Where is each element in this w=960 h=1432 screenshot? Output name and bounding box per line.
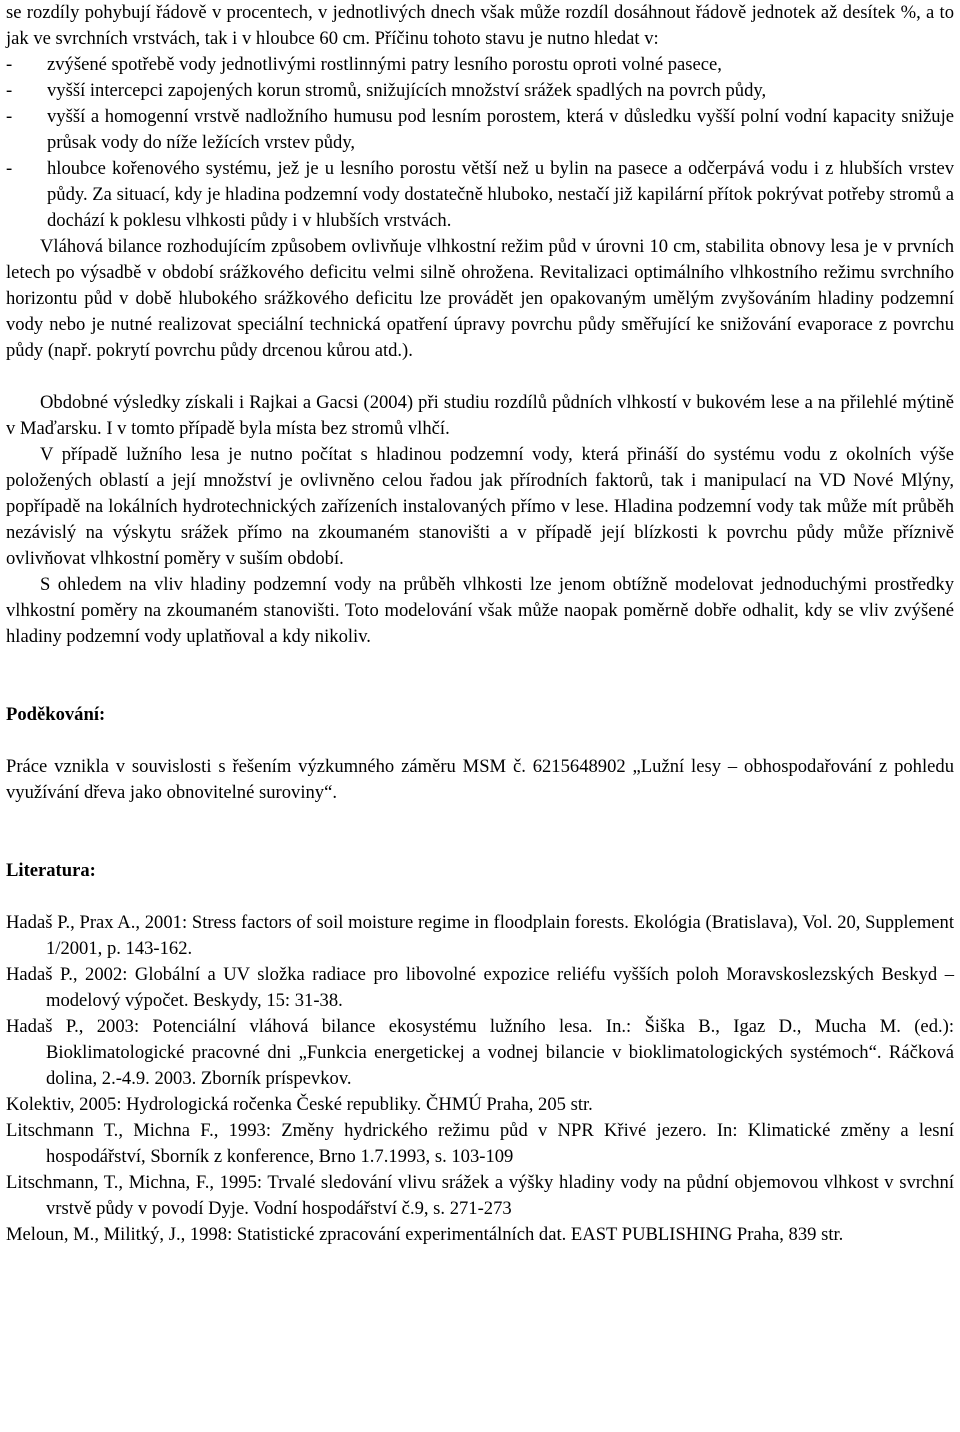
cause-list-item [6, 104, 954, 156]
list-item-text: zvýšené spotřebě vody jednotlivými rostlinnými patry lesního porostu oproti volné pasece, [47, 54, 722, 75]
section-gap [6, 650, 954, 702]
list-dash: - [6, 54, 13, 75]
list-item-text: hloubce kořenového systému, jež je u lesního porostu větší než u bylin na pasece a odčerpává vodu i z hlubších vrstev půdy. Za situací, kdy je hladina podzemní vody dostatečně hluboko, nestačí již kapilární přítok pokrývat potřeby stromů a dochází k poklesu vlhkosti půdy i v hlubších vrstvách. [47, 158, 954, 231]
paragraph-floodplain-forest: V případě lužního lesa je nutno počítat s hladinou podzemní vody, která přináší do systému vodu z okolních výše položených oblastí a její množství je ovlivněno celou řadou jak přírodních faktorů, tak i manipulací na VD Nové Mlýny, popřípadě na lokálních hydrotechnických zařízeních instalovaných přímo v lese. Hladina podzemní vody tak může mít průběh nezávislý na výskytu srážek přímo na zkoumaném stanovišti a v případě její blízkosti k povrchu půdy může příznivě ovlivňovat vlhkostní poměry v suším období. [6, 444, 954, 569]
paragraph-water-balance: Vláhová bilance rozhodujícím způsobem ovlivňuje vlhkostní režim půd v úrovni 10 cm, stabilita obnovy lesa je v prvních letech po výsadbě v období srážkového deficitu velmi silně ohrožena. Revitalizaci optimálního vlhkostního režimu svrchního horizontu půd v době hlubokého srážkového deficitu lze provádět jen opakovaným umělým zvyšováním hladiny podzemní vody nebo je nutné realizovat speciální technická opatření úpravy povrchu půdy směřující ke snižování evaporace z povrchu půdy (např. pokrytí povrchu půdy drcenou kůrou atd.). [6, 236, 954, 361]
list-dash: - [6, 106, 13, 127]
list-dash: - [6, 158, 13, 179]
reference-item: Hadaš P., 2002: Globální a UV složka radiace pro libovolné expozice reliéfu vyšších poloh Moravskoslezských Beskyd – modelový výpočet. Beskydy, 15: 31-38. [6, 964, 954, 1011]
reference-item: Litschmann T., Michna F., 1993: Změny hydrického režimu půd v NPR Křivé jezero. In: Klimatické změny a lesní hospodářství, Sborník z konference, Brno 1.7.1993, s. 103-109 [6, 1120, 954, 1167]
paragraph-similar-results: Obdobné výsledky získali i Rajkai a Gacsi (2004) při studiu rozdílů půdních vlhkostí v bukovém lese a na přilehlé mýtině v Maďarsku. I v tomto případě byla místa bez stromů vlhčí. [6, 392, 954, 439]
document-page [6, 0, 954, 1248]
list-item-text: vyšší intercepci zapojených korun stromů, snižujících množství srážek spadlých na povrch půdy, [47, 80, 767, 101]
heading-gap [6, 884, 954, 910]
reference-item: Hadaš P., 2003: Potenciální vláhová bilance ekosystému lužního lesa. In.: Šiška B., Igaz D., Mucha M. (ed.): Bioklimatologické pracovné dni „Funkcia energetickej a vodnej bilancie v bioklimatologických systémoch“. Ráčková dolina, 2.-4.9. 2003. Zborník príspevkov. [6, 1016, 954, 1089]
paragraph-intro: se rozdíly pohybují řádově v procentech, v jednotlivých dnech však může rozdíl dosáhnout řádově jednotek až desítek %, a to jak ve svrchních vrstvách, tak i v hloubce 60 cm. Příčinu tohoto stavu je nutno hledat v: [6, 2, 954, 49]
literature-heading: Literatura: [6, 860, 96, 881]
reference-item: Meloun, M., Militký, J., 1998: Statistické zpracování experimentálních dat. EAST PUBLISHING Praha, 839 str. [6, 1224, 844, 1245]
reference-item: Litschmann, T., Michna, F., 1995: Trvalé sledování vlivu srážek a výšky hladiny vody na půdní objemovou vlhkost v svrchní vrstvě půdy v povodí Dyje. Vodní hospodářství č.9, s. 271-273 [6, 1172, 954, 1219]
acknowledgement-text: Práce vznikla v souvislosti s řešením výzkumného záměru MSM č. 6215648902 „Lužní lesy – obhospodařování z pohledu využívání dřeva jako obnovitelné suroviny“. [6, 756, 954, 803]
list-dash: - [6, 80, 13, 101]
paragraph-groundwater-modelling: S ohledem na vliv hladiny podzemní vody na průběh vlhkosti lze jenom obtížně modelovat jednoduchými prostředky vlhkostní poměry na zkoumaném stanovišti. Toto modelování však může naopak poměrně dobře odhalit, kdy se vliv zvýšené hladiny podzemní vody uplatňoval a kdy nikoliv. [6, 574, 954, 647]
section-gap [6, 806, 954, 858]
cause-list-item [6, 78, 954, 104]
reference-item: Kolektiv, 2005: Hydrologická ročenka České republiky. ČHMÚ Praha, 205 str. [6, 1094, 593, 1115]
cause-list-item [6, 156, 954, 234]
acknowledgement-heading: Poděkování: [6, 704, 106, 725]
list-item-text: vyšší a homogenní vrstvě nadložního humusu pod lesním porostem, která v důsledku vyšší polní vodní kapacity snižuje průsak vody do níže ležících vrstev půdy, [47, 106, 954, 153]
reference-item: Hadaš P., Prax A., 2001: Stress factors of soil moisture regime in floodplain forests. Ekológia (Bratislava), Vol. 20, Supplement 1/2001, p. 143-162. [6, 912, 954, 959]
reference-list [6, 910, 954, 1248]
heading-gap [6, 728, 954, 754]
cause-list [6, 52, 954, 234]
cause-list-item [6, 52, 954, 78]
paragraph-gap [6, 364, 954, 390]
